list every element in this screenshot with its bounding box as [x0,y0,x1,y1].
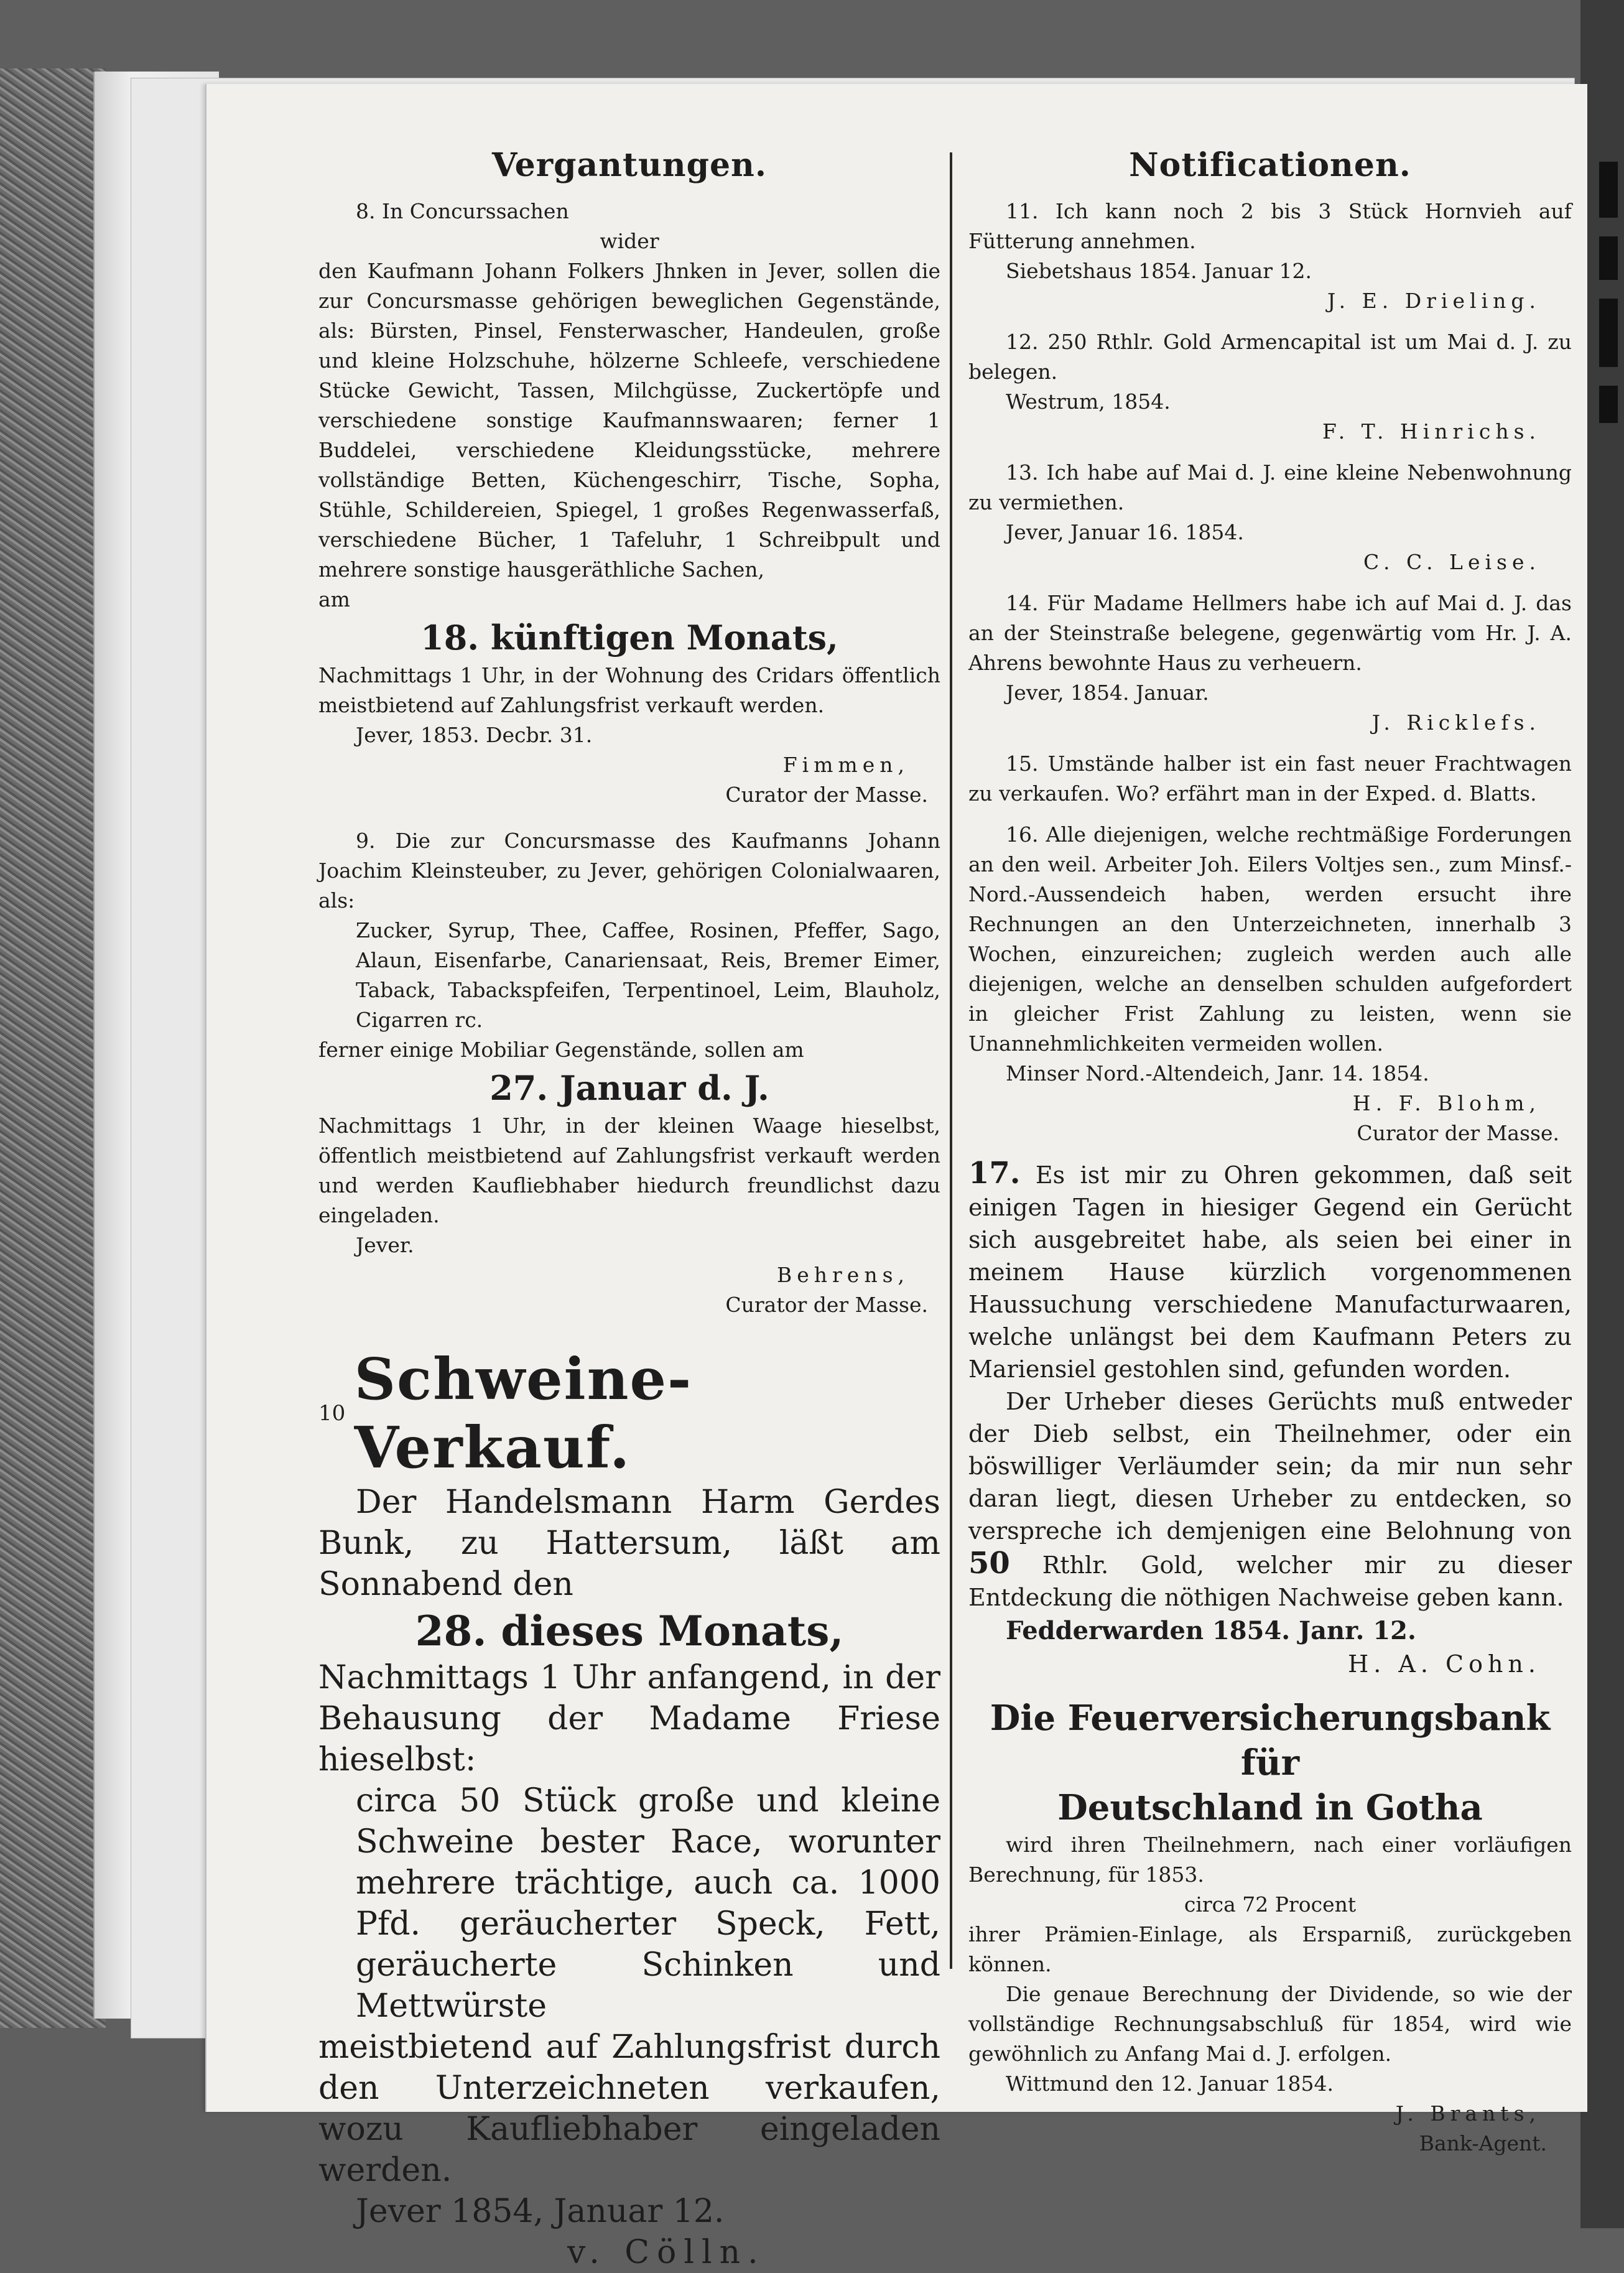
notice-16-role: Curator der Masse. [1357,1121,1559,1145]
notice-11 [968,197,1572,316]
notice-8-place: Jever, 1853. Decbr. 31. [356,723,593,747]
gotha-body3: Die genaue Berechnung der Dividende, so wie der vollständige Rechnungsabschluß für 1854, wird wie gewöhnlich zu Anfang Mai d. J. erfolgen. [968,1982,1572,2066]
notice-10-body3: meistbietend auf Zahlungsfrist durch den Unterzeichneten verkaufen, wozu Kaufliebhaber eingeladen werden. [318,2029,940,2189]
notice-17-text3: Rthlr. Gold, welcher mir zu dieser Entdeckung die nöthigen Nachweise geben kann. [968,1551,1572,1611]
newspaper-page [205,84,1587,2271]
notice-9-further: ferner einige Mobiliar Gegenstände, sollen am [318,1038,804,1062]
notice-12 [968,327,1572,447]
notice-14-body: 14. Für Madame Hellmers habe ich auf Mai d. J. das an der Steinstraße belegene, gegenwärtig vom Hr. J. A. Ahrens bewohnte Haus zu verheuern. [968,591,1572,675]
notice-8-am: am [318,587,350,611]
notice-10-date: 28. dieses Monats, [415,1607,844,1655]
right-heading: Notificationen. [1129,146,1411,184]
notice-13 [968,458,1572,577]
notice-17 [968,1157,1572,1680]
notice-17-signature: H. A. Cohn. [1348,1650,1541,1678]
notice-8-signature: Fimmen, [782,753,909,777]
notice-9-after: Nachmittags 1 Uhr, in der kleinen Waage hieselbst, öffentlich meistbietend auf Zahlungsfrist verkauft werden und werden Kaufliebhaber hiedurch freundlichst dazu eingeladen. [318,1113,940,1227]
notice-10 [318,1345,940,2273]
notice-14-place: Jever, 1854. Januar. [1006,681,1209,705]
notice-16-signature: H. F. Blohm, [1352,1091,1541,1115]
notice-17-body1 [968,1157,1572,1385]
notice-8-after: Nachmittags 1 Uhr, in der Wohnung des Cridars öffentlich meistbietend auf Zahlungsfrist verkauft werden. [318,663,940,717]
notice-9-signature: Behrens, [776,1263,909,1287]
notice-12-body: 12. 250 Rthlr. Gold Armencapital ist um Mai d. J. zu belegen. [968,330,1572,384]
notice-9-role: Curator der Masse. [725,1293,928,1317]
notice-17-number: 17. [968,1156,1021,1191]
notice-16 [968,820,1572,1148]
notice-10-items: circa 50 Stück große und kleine Schweine bester Race, worunter mehrere trächtige, auch ca. 1000 Pfd. geräucherter Speck, Fett, geräucherte Schinken und Mettwürste [356,1782,940,2025]
notice-17-place: Fedderwarden 1854. Janr. 12. [1006,1616,1416,1645]
notice-11-signature: J. E. Drieling. [1327,289,1541,313]
notice-8-date: 18. künftigen Monats, [420,618,838,658]
notice-10-header [318,1345,940,1482]
notice-11-place: Siebetshaus 1854. Januar 12. [1006,259,1312,283]
notice-17-text1: Es ist mir zu Ohren gekommen, daß seit einigen Tagen in hiesiger Gegend ein Gerücht sich ausgebreitet habe, als seien bei einer in meinem Hause kürzlich vorgenommenen Haussuchung verschiedene Manufacturwaaren, welche unlängst bei dem Kaufmann Peters zu Mariensiel gestohlen sind, gefunden worden. [968,1161,1572,1383]
notice-13-signature: C. C. Leise. [1363,550,1541,574]
notice-9-list: Zucker, Syrup, Thee, Caffee, Rosinen, Pfeffer, Sago, Alaun, Eisenfarbe, Canariensaat, Reis, Bremer Eimer, Taback, Tabackspfeifen, Terpentinoel, Leim, Blauholz, Cigarren rc. [356,918,940,1032]
notice-17-body2 [968,1385,1572,1614]
gotha-notice [968,1696,1572,2159]
notice-9 [318,826,940,1320]
gotha-signature: J. Brants, [1395,2101,1541,2126]
gotha-place: Wittmund den 12. Januar 1854. [1006,2071,1334,2096]
notice-16-body: 16. Alle diejenigen, welche rechtmäßige Forderungen an den weil. Arbeiter Joh. Eilers Voltjes sen., zum Minsf.-Nord.-Aussendeich haben, werden ersucht ihre Rechnungen an den Unterzeichneten, innerhalb 3 Wochen, einzureichen; zugleich werden auch alle diejenigen, welche an denselben schulden aufgefordert in gleicher Frist Zahlung zu leisten, wenn sie Unannehmlichkeiten vermeiden wollen. [968,822,1572,1056]
notice-14 [968,588,1572,738]
notice-8-intro: 8. In Concurssachen [356,199,569,223]
left-heading: Vergantungen. [492,146,767,184]
left-column [318,140,940,2273]
column-rule [950,152,952,1969]
notice-10-body1: Der Handelsmann Harm Gerdes Bunk, zu Hattersum, läßt am Sonnabend den [318,1484,940,1603]
notice-17-reward: 50 [968,1546,1010,1581]
notice-8-wider: wider [600,229,659,253]
notice-9-date: 27. Januar d. J. [490,1068,769,1108]
notice-12-signature: F. T. Hinrichs. [1322,419,1541,444]
notice-13-place: Jever, Januar 16. 1854. [1006,520,1244,544]
notice-11-body: 11. Ich kann noch 2 bis 3 Stück Hornvieh auf Fütterung annehmen. [968,199,1572,253]
notice-10-signature: v. Cölln. [567,2234,766,2271]
gotha-body1: wird ihren Theilnehmern, nach einer vorläufigen Berechnung, für 1853. [968,1833,1572,1887]
notice-10-body2: Nachmittags 1 Uhr anfangend, in der Behausung der Madame Friese hieselbst: [318,1659,940,1778]
book-binding [0,68,106,2028]
notice-12-place: Westrum, 1854. [1006,389,1171,414]
gotha-body2: ihrer Prämien-Einlage, als Ersparniß, zurückgeben können. [968,1922,1572,1976]
notice-15-body: 15. Umstände halber ist ein fast neuer Frachtwagen zu verkaufen. Wo? erfährt man in der Exped. d. Blatts. [968,751,1572,806]
notice-8-role: Curator der Masse. [725,783,928,807]
gotha-title-1: Die Feuerversicherungsbank für [990,1698,1551,1783]
notice-17-text2: Der Urheber dieses Gerüchts muß entweder der Dieb selbst, ein Theilnehmer, oder ein böswilliger Verläumder sein; da mir nun sehr daran liegt, diesen Urheber zu entdecken, so verspreche ich demjenigen eine Belohnung von [968,1388,1572,1545]
notice-8 [318,197,940,810]
notice-14-signature: J. Ricklefs. [1371,710,1541,735]
notice-8-body: den Kaufmann Johann Folkers Jhnken in Jever, sollen die zur Concursmasse gehörigen beweglichen Gegenstände, als: Bürsten, Pinsel, Fensterwascher, Handeulen, große und kleine Holzschuhe, hölzerne Schleefe, verschiedene Stücke Gewicht, Tassen, Milchgüsse, Zuckertöpfe und verschiedene sonstige Kaufmannswaaren; ferner 1 Buddelei, verschiedene Kleidungsstücke, mehrere vollständige Betten, Küchengeschirr, Tische, Sopha, Stühle, Schildereien, Spiegel, 1 großes Regenwasserfaß, verschiedene Bücher, 1 Tafeluhr, 1 Schreibpult und mehrere sonstige hausgeräthliche Sachen, [318,259,940,582]
gotha-percent: circa 72 Procent [1184,1892,1357,1917]
notice-10-place: Jever 1854, Januar 12. [356,2193,725,2230]
gotha-role: Bank-Agent. [1419,2131,1547,2155]
notice-13-body: 13. Ich habe auf Mai d. J. eine kleine Nebenwohnung zu vermiethen. [968,460,1572,514]
notice-15 [968,749,1572,809]
right-column [968,140,1572,2159]
notice-9-place: Jever. [356,1233,414,1257]
notice-10-number: 10 [318,1401,346,1426]
notice-9-intro: 9. Die zur Concursmasse des Kaufmanns Johann Joachim Kleinsteuber, zu Jever, gehörigen Colonialwaaren, als: [318,829,940,913]
notice-16-place: Minser Nord.-Altendeich, Janr. 14. 1854. [1006,1061,1429,1085]
notice-10-title: Schweine-Verkauf. [354,1346,693,1481]
gotha-title-2: Deutschland in Gotha [1057,1787,1483,1828]
